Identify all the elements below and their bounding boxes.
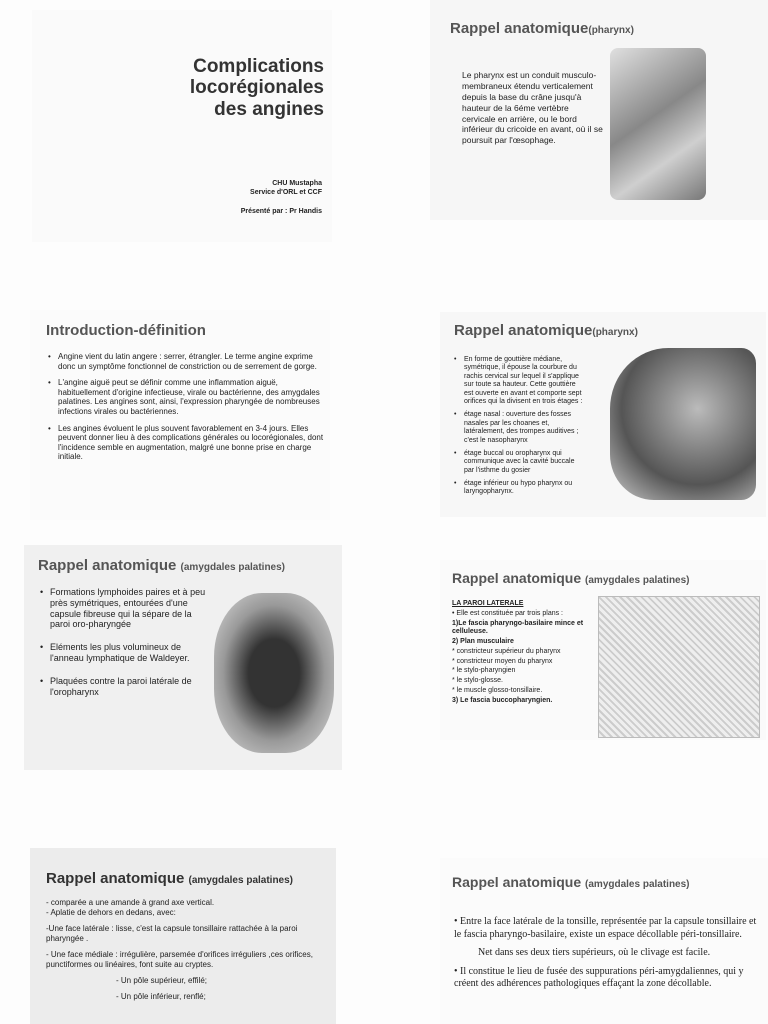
text-block [46, 898, 330, 1008]
text-line: 2) Plan musculaire [452, 638, 514, 645]
text-line: - Un pôle supérieur, effilé; [116, 976, 208, 985]
bullet-list [48, 352, 324, 469]
text-line: 3) Le fascia buccopharyngien. [452, 696, 553, 704]
slide-tonsils-2 [440, 560, 766, 740]
heading-subtitle: (pharynx) [592, 327, 638, 338]
text-line: • Il constitue le lieu de fusée des suppurations péri-amygdaliennes, qui y créent des adhérences pathologiques effaçant la zone décollable. [454, 965, 744, 989]
slide-heading [452, 874, 690, 890]
anatomy-image [610, 48, 706, 200]
presentation-title [190, 56, 324, 120]
text-line: LA PAROI LATERALE [452, 600, 524, 607]
anatomy-image [610, 348, 756, 500]
text-block [452, 600, 597, 706]
service-text: Service d'ORL et CCF [250, 189, 322, 196]
title-line-1: Complications [193, 56, 324, 77]
bullet-item: • Plaquées contre la paroi latérale de l'oropharynx [40, 676, 210, 698]
bullet-item: • Formations lymphoides paires et à peu près symétriques, entourées d'une capsule fibreuse qui la sépare de la paroi oro-pharyngée [40, 587, 210, 630]
heading-text: Rappel anatomique [454, 322, 593, 339]
slide-heading [450, 20, 634, 37]
slide-heading [38, 557, 285, 574]
slide-heading: Introduction-définition [46, 322, 206, 339]
slide-tonsils-4 [440, 858, 768, 1024]
slide-heading [452, 570, 690, 586]
bullet-item: • étage inférieur ou hypo pharynx ou laryngopharynx. [454, 480, 584, 497]
bullet-list [40, 587, 210, 709]
bullet-item: • étage buccal ou oropharynx qui communique avec la cavité buccale par l'isthme du gosier [454, 450, 584, 475]
text-line: -Une face latérale : lisse, c'est la capsule tonsillaire rattachée à la paroi pharyngée . [46, 924, 298, 943]
text-line: Net dans ses deux tiers supérieurs, où le clivage est facile. [478, 947, 711, 958]
heading-subtitle: (amygdales palatines) [585, 879, 690, 890]
heading-subtitle: (pharynx) [588, 25, 634, 36]
text-line: * le stylo-pharyngien [452, 667, 516, 675]
bullet-item: • L'angine aiguë peut se définir comme une inflammation aiguë, habituellement d'origine infectieuse, virale ou bactérienne, des amygdales palatines. Les angines sont, ainsi, l'expression pharyngée de nombreuses infections virales ou bactériennes. [48, 378, 324, 416]
bullet-item: • étage nasal : ouverture des fosses nasales par les choanes et, latéralement, des trompes auditives ; c'est le nasopharynx [454, 411, 584, 445]
slide-pharynx-2 [440, 312, 766, 517]
text-line: • Entre la face latérale de la tonsille, représentée par la capsule tonsillaire et le fascia pharyngo-basilaire, existe un espace décollable péri-tonsillaire. [454, 916, 757, 940]
text-line: - comparée a une amande à grand axe vertical. - Aplatie de dehors en dedans, avec: [46, 898, 215, 917]
text-line: * le muscle glosso-tonsillaire. [452, 686, 543, 694]
slide-introduction [30, 310, 330, 520]
text-line: - Une face médiale : irrégulière, parsemée d'orifices irréguliers ,ces orifices, punctiformes ou linéaires, font suite au cryptes. [46, 950, 313, 969]
institution-text: CHU Mustapha [272, 180, 322, 187]
bullet-item: • Les angines évoluent le plus souvent favorablement en 3-4 jours. Elles peuvent donner lieu à des complications générales ou locorégionales, dont l'incidence semble en augmentation, malgré une bonne prise en charge initiale. [48, 424, 324, 462]
heading-text: Rappel anatomique [452, 874, 582, 890]
bullet-item: • En forme de gouttière médiane, symétrique, il épouse la courbure du rachis cervical sur lequel il s'applique sur toute sa hauteur. Cette gouttière est ouverte en avant et comporte sept orifices qui la divisent en trois étages : [454, 356, 584, 406]
heading-subtitle: (amygdales palatines) [180, 562, 286, 573]
heading-text: Rappel anatomique [452, 570, 582, 586]
heading-subtitle: (amygdales palatines) [188, 875, 294, 886]
slide-tonsils-3 [30, 848, 336, 1024]
heading-text: Rappel anatomique [450, 20, 589, 37]
slide-title [32, 10, 332, 242]
body-text: Le pharynx est un conduit musculo-membraneux étendu verticalement depuis la base du crâne jusqu'à hauteur de la 6éme vertèbre cervicale en arrière, ou le bord inférieur du cricoide en avant, où il se poursuit par l'œsophage. [462, 70, 603, 146]
text-line: * le stylo-glosse. [452, 677, 503, 684]
slide-heading [454, 322, 638, 339]
heading-text: Rappel anatomique [38, 557, 177, 574]
text-line: * constricteur moyen du pharynx [452, 657, 553, 665]
text-line: - Un pôle inférieur, renflé; [116, 992, 206, 1001]
heading-text: Rappel anatomique [46, 870, 185, 887]
bullet-item: • Angine vient du latin angere : serrer, étrangler. Le terme angine exprime donc un symptôme fonctionnel de constriction ou de serrement de gorge. [48, 352, 324, 371]
bullet-item: • Eléments les plus volumineux de l'anneau lymphatique de Waldeyer. [40, 642, 210, 664]
title-line-2: locorégionales [189, 77, 324, 99]
slide-heading [46, 870, 293, 887]
mouth-anatomy-image [214, 593, 334, 753]
text-line: • Elle est constituée par trois plans : [452, 609, 564, 617]
tonsil-diagram-image [598, 596, 760, 738]
text-line: * constricteur supérieur du pharynx [452, 647, 561, 655]
bullet-list [454, 356, 584, 502]
heading-subtitle: (amygdales palatines) [585, 575, 690, 586]
slide-pharynx-1 [430, 0, 768, 220]
presenter-text: Présenté par : Pr Handis [240, 208, 322, 215]
text-line: 1)Le fascia pharyngo-basilaire mince et celluleuse. [452, 619, 584, 636]
title-line-3: des angines [214, 98, 324, 120]
text-block [454, 916, 758, 997]
slide-tonsils-1 [24, 545, 342, 770]
